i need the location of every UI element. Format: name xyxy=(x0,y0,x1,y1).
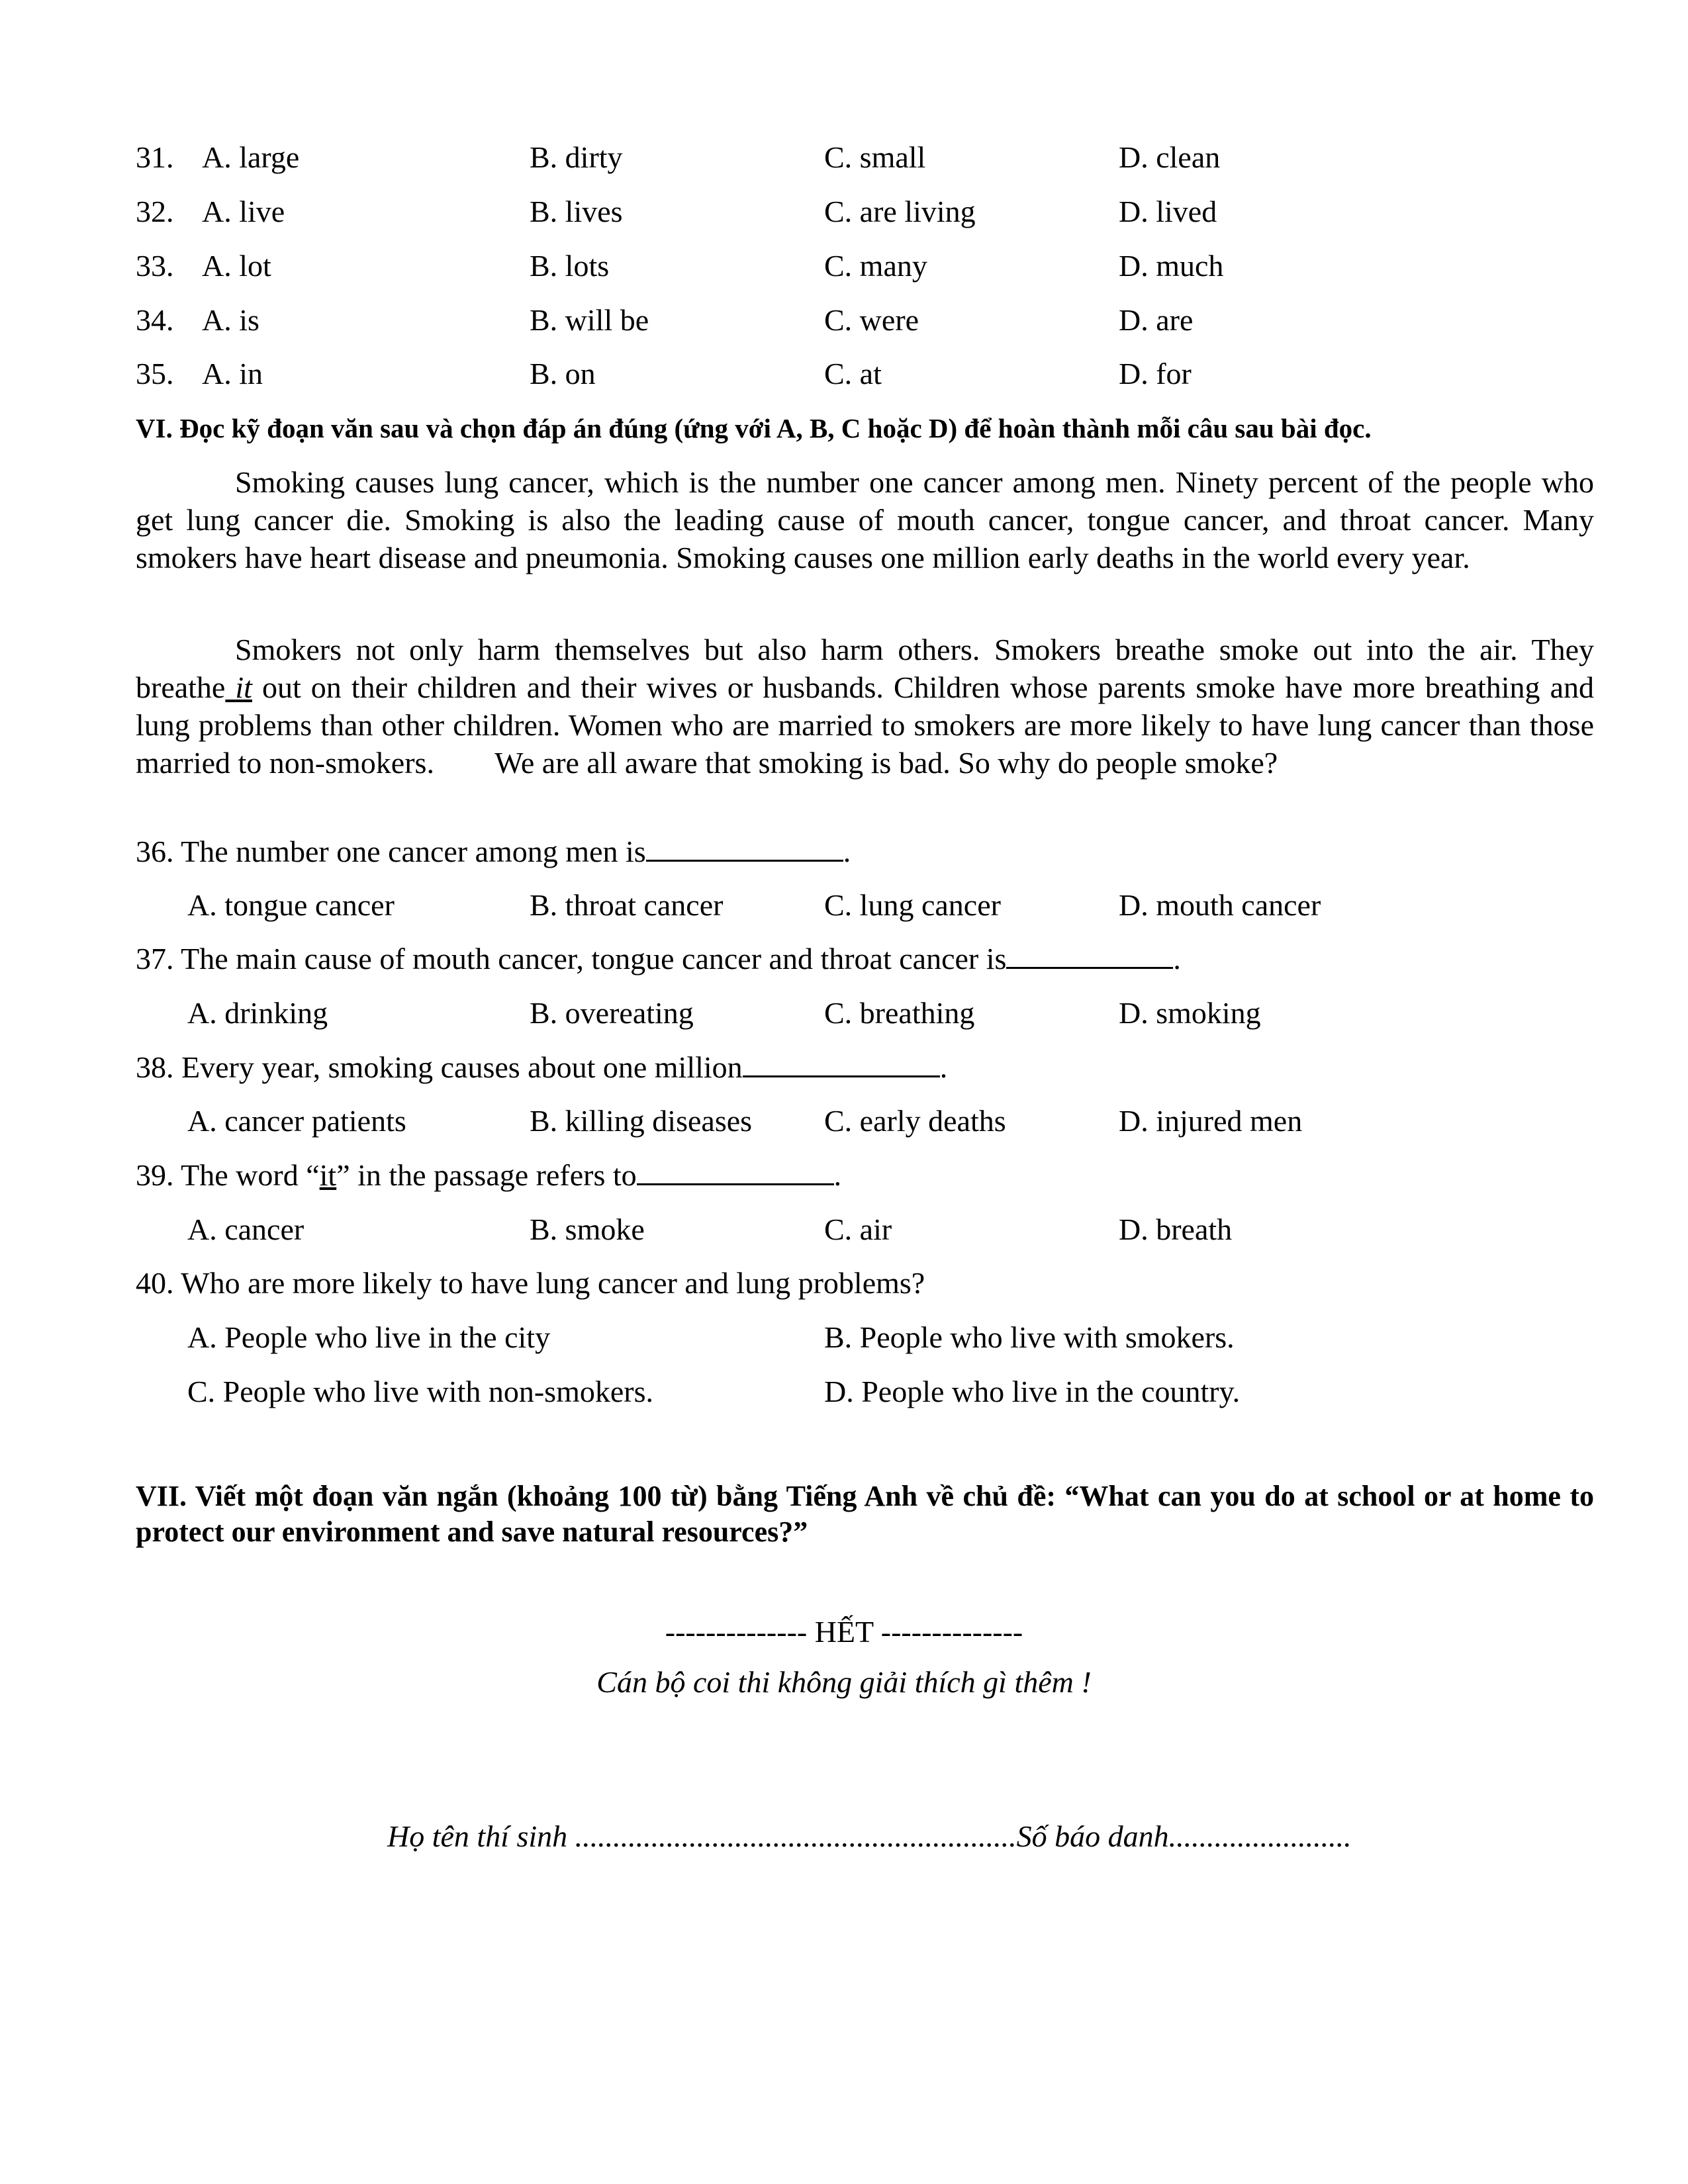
q39-option-c: C. air xyxy=(824,1212,892,1246)
option-b: B. lots xyxy=(530,249,610,283)
q36-option-b: B. throat cancer xyxy=(530,888,724,922)
q38-option-a: A. cancer patients xyxy=(187,1104,406,1138)
q37-option-d: D. smoking xyxy=(1119,996,1261,1030)
option-a: A. in xyxy=(202,357,263,390)
q37-option-b: B. overeating xyxy=(530,996,694,1030)
candidate-info-line xyxy=(387,1821,1352,1852)
proctor-note: Cán bộ coi thi không giải thích gì thêm ! xyxy=(596,1665,1092,1699)
option-c: C. many xyxy=(824,249,927,283)
question-37: 37. The main cause of mouth cancer, tongue cancer and throat cancer is . xyxy=(136,942,1181,976)
option-d: D. clean xyxy=(1119,140,1221,174)
question-number: 31. xyxy=(136,140,174,174)
passage-paragraph-2-tail: We are all aware that smoking is bad. So why do people smoke? xyxy=(494,746,1278,780)
question-37-text: 37. The main cause of mouth cancer, tongue cancer and throat cancer is xyxy=(136,942,1007,976)
q38-option-b: B. killing diseases xyxy=(530,1104,753,1138)
question-36-text: 36. The number one cancer among men is xyxy=(136,835,646,868)
candidate-id-field[interactable]: ........................ xyxy=(1168,1819,1352,1853)
option-a: A. live xyxy=(202,195,285,228)
passage-paragraph-1-text: Smoking causes lung cancer, which is the number one cancer among men. Ninety percent of the people who get lung cancer die. Smoking is also the leading cause of mouth cancer, tongue cancer, and throat cancer. Many smokers have heart disease and pneumonia. Smoking causes one million early deaths in the world every year. xyxy=(136,465,1594,574)
q39-option-d: D. breath xyxy=(1119,1212,1233,1246)
option-a: A. lot xyxy=(202,249,271,283)
q36-option-a: A. tongue cancer xyxy=(187,888,395,922)
q39-option-a: A. cancer xyxy=(187,1212,305,1246)
passage-paragraph-2 xyxy=(136,631,1594,782)
passage-paragraph-2-text-before: Smokers not only harm themselves but also harm others. Smokers breathe smoke out into the air. They breathe xyxy=(136,633,1594,704)
q40-option-a: A. People who live in the city xyxy=(187,1320,551,1354)
question-number: 32. xyxy=(136,195,174,228)
q38-option-d: D. injured men xyxy=(1119,1104,1303,1138)
candidate-name-label: Họ tên thí sinh xyxy=(387,1819,568,1853)
option-d: D. much xyxy=(1119,249,1224,283)
q37-option-c: C. breathing xyxy=(824,996,975,1030)
question-number: 34. xyxy=(136,303,174,337)
section-vi-heading: VI. Đọc kỹ đoạn văn sau và chọn đáp án đúng (ứng với A, B, C hoặc D) để hoàn thành mỗi câu sau bài đọc. xyxy=(136,413,1372,443)
section-vii-heading: VII. Viết một đoạn văn ngắn (khoảng 100 từ) bằng Tiếng Anh về chủ đề: “What can you do at school or at home to protect our environment and save natural resources?” xyxy=(136,1480,1594,1548)
option-c: C. small xyxy=(824,140,926,174)
option-b: B. will be xyxy=(530,303,649,337)
question-36: 36. The number one cancer among men is . xyxy=(136,835,851,868)
option-c: C. at xyxy=(824,357,882,390)
answer-blank xyxy=(743,1075,940,1077)
option-d: D. are xyxy=(1119,303,1194,337)
candidate-id-label: Số báo danh xyxy=(1016,1819,1169,1853)
answer-blank xyxy=(637,1183,834,1185)
option-b: B. on xyxy=(530,357,596,390)
end-marker: -------------- HẾT -------------- xyxy=(665,1615,1023,1649)
option-d: D. for xyxy=(1119,357,1192,390)
option-a: A. is xyxy=(202,303,259,337)
option-a: A. large xyxy=(202,140,300,174)
q36-option-d: D. mouth cancer xyxy=(1119,888,1321,922)
candidate-name-field[interactable]: .......................................................... xyxy=(567,1819,1017,1853)
q37-option-a: A. drinking xyxy=(187,996,328,1030)
question-number: 33. xyxy=(136,249,174,283)
option-d: D. lived xyxy=(1119,195,1217,228)
answer-blank xyxy=(1006,966,1173,969)
q36-option-c: C. lung cancer xyxy=(824,888,1001,922)
option-b: B. dirty xyxy=(530,140,623,174)
option-c: C. were xyxy=(824,303,919,337)
answer-blank xyxy=(646,859,843,862)
question-38-text: 38. Every year, smoking causes about one million xyxy=(136,1050,743,1084)
question-39: 39. The word “it” in the passage refers to . xyxy=(136,1158,842,1192)
question-40-text: 40. Who are more likely to have lung cancer and lung problems? xyxy=(136,1266,925,1300)
q40-option-c: C. People who live with non-smokers. xyxy=(187,1375,653,1408)
referenced-word-it: it xyxy=(235,670,252,704)
quoted-word-it: it xyxy=(319,1158,337,1192)
option-b: B. lives xyxy=(530,195,623,228)
passage-paragraph-1 xyxy=(136,463,1594,576)
q40-option-b: B. People who live with smokers. xyxy=(824,1320,1235,1354)
q38-option-c: C. early deaths xyxy=(824,1104,1006,1138)
q39-option-b: B. smoke xyxy=(530,1212,645,1246)
option-c: C. are living xyxy=(824,195,976,228)
passage-paragraph-2-text-after: out on their children and their wives or husbands. Children whose parents smoke have more breathing and lung problems than other children. Women who are married to smokers are more likely to have lung cancer than those married to non-smokers. xyxy=(136,670,1594,780)
q40-option-d: D. People who live in the country. xyxy=(824,1375,1241,1408)
question-number: 35. xyxy=(136,357,174,390)
question-38: 38. Every year, smoking causes about one million . xyxy=(136,1050,948,1084)
